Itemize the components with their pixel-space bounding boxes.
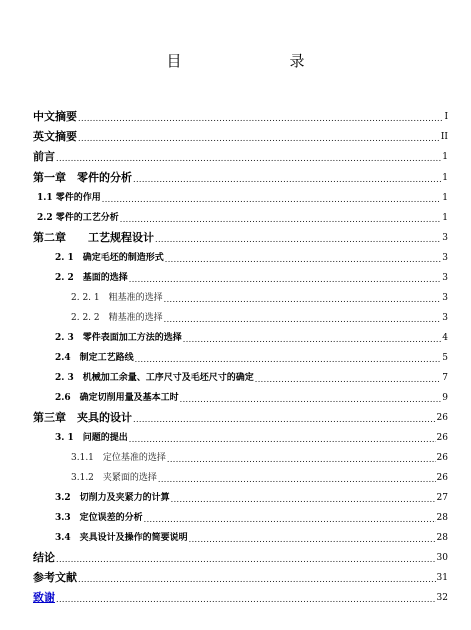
toc-entry-label: 3.2 切削力及夹紧力的计算 [55,493,170,503]
toc-entry-page: 3 [442,253,448,263]
dot-leader [144,514,436,525]
dot-leader [164,314,442,325]
toc-entry-page: 7 [442,373,448,383]
dot-leader [133,414,436,425]
toc-entry-2-2-2[interactable] [71,309,448,325]
dot-leader [158,474,436,485]
dot-leader [135,354,442,365]
toc-entry-label: 2. 3 零件表面加工方法的选择 [55,333,182,343]
toc-entry-label: 前言 [33,150,55,163]
toc-entry-references[interactable] [33,569,448,585]
toc-entry-label: 参考文献 [33,571,77,584]
toc-entry-label: 中文摘要 [33,110,77,123]
toc-entry-label: 3.1.2 夹紧面的选择 [71,473,157,483]
toc-entry-label: 3.4 夹具设计及操作的简要说明 [55,533,188,543]
dot-leader [56,153,441,164]
dot-leader [165,254,441,265]
toc-entry-page: 30 [436,553,448,563]
toc-entry-page: I [444,112,448,122]
toc-entry-label: 2.4 制定工艺路线 [55,353,134,363]
toc-entry-1-1[interactable] [37,189,448,205]
toc-entry-page: 26 [436,413,448,423]
toc-entry-english-abstract[interactable] [33,128,448,144]
dot-leader [133,174,441,185]
toc-entry-conclusion[interactable] [33,549,448,565]
dot-leader [78,133,440,144]
dot-leader [167,454,436,465]
toc-entry-label: 3.3 定位误差的分析 [55,513,143,523]
dot-leader [129,434,436,445]
toc-entry-chinese-abstract[interactable] [33,108,448,124]
toc-entry-label: 2. 1 确定毛坯的制造形式 [55,253,164,263]
toc-entry-page: 28 [436,513,448,523]
toc-entry-2-3-surface[interactable] [55,329,448,345]
toc-entry-page: 3 [442,293,448,303]
toc-entry-label: 第二章 工艺规程设计 [33,231,154,244]
dot-leader [183,334,441,345]
dot-leader [78,113,443,124]
toc-entry-2-4[interactable] [55,349,448,365]
toc-entry-acknowledgements[interactable] [33,589,448,605]
toc-entry-label: 2. 2. 2 精基准的选择 [71,313,163,323]
toc-entry-page: 31 [436,573,448,583]
dot-leader [189,534,436,545]
page-title: 目 录 [166,52,331,70]
toc-entry-page: 28 [436,533,448,543]
toc-entry-label: 1.1 零件的作用 [37,193,101,203]
toc-entry-3-1-1[interactable] [71,449,448,465]
toc-entry-page: 1 [442,173,448,183]
toc-entry-3-2[interactable] [55,489,448,505]
dot-leader [171,494,436,505]
toc-entry-page: 1 [442,152,448,162]
toc-entry-page: 32 [436,593,448,603]
toc-entry-label: 第三章 夹具的设计 [33,411,132,424]
toc-entry-page: 9 [442,393,448,403]
dot-leader [180,394,442,405]
toc-entry-label: 2. 2 基面的选择 [55,273,128,283]
dot-leader [56,554,436,565]
toc-entry-label: 2.2 零件的工艺分析 [37,213,119,223]
toc-entry-2-1[interactable] [55,249,448,265]
dot-leader [129,274,441,285]
toc-entry-label: 第一章 零件的分析 [33,171,132,184]
toc-entry-2-3-allowance[interactable] [55,369,448,385]
toc-entry-label: 3. 1 问题的提出 [55,433,128,443]
toc-entry-page: 5 [442,353,448,363]
toc-entry-2-2-analysis[interactable] [37,209,448,225]
toc-entry-page: 26 [436,453,448,463]
toc-entry-page: 26 [436,433,448,443]
toc-entry-2-6[interactable] [55,389,448,405]
toc-entry-2-2[interactable] [55,269,448,285]
toc-entry-chapter-2[interactable] [33,229,448,245]
toc-entry-3-3[interactable] [55,509,448,525]
toc-entry-page: 4 [442,333,448,343]
toc-entry-page: 27 [436,493,448,503]
toc-entry-page: 1 [442,213,448,223]
toc-entry-3-4[interactable] [55,529,448,545]
toc-entry-chapter-3[interactable] [33,409,448,425]
dot-leader [155,234,441,245]
dot-leader [78,574,436,585]
toc-entry-label: 2. 2. 1 粗基准的选择 [71,293,163,303]
toc-entry-label: 2.6 确定切削用量及基本工时 [55,393,179,403]
toc-entry-page: 3 [442,313,448,323]
toc-entry-2-2-1[interactable] [71,289,448,305]
dot-leader [102,194,441,205]
toc-entry-label: 英文摘要 [33,130,77,143]
toc-entry-label: 2. 3 机械加工余量、工序尺寸及毛坯尺寸的确定 [55,373,254,383]
toc-entry-page: 3 [442,233,448,243]
toc-entry-page: 3 [442,273,448,283]
toc-entry-3-1-2[interactable] [71,469,448,485]
dot-leader [255,374,441,385]
toc-entry-preface[interactable] [33,148,448,164]
toc-entry-label[interactable]: 致谢 [33,591,55,604]
toc-entry-label: 结论 [33,551,55,564]
dot-leader [164,294,442,305]
toc-entry-3-1[interactable] [55,429,448,445]
toc-entry-page: II [440,132,448,142]
toc-entry-page: 26 [436,473,448,483]
dot-leader [120,214,441,225]
dot-leader [56,594,436,605]
toc-entry-chapter-1[interactable] [33,169,448,185]
toc-entry-page: 1 [442,193,448,203]
toc-entry-label: 3.1.1 定位基准的选择 [71,453,166,463]
